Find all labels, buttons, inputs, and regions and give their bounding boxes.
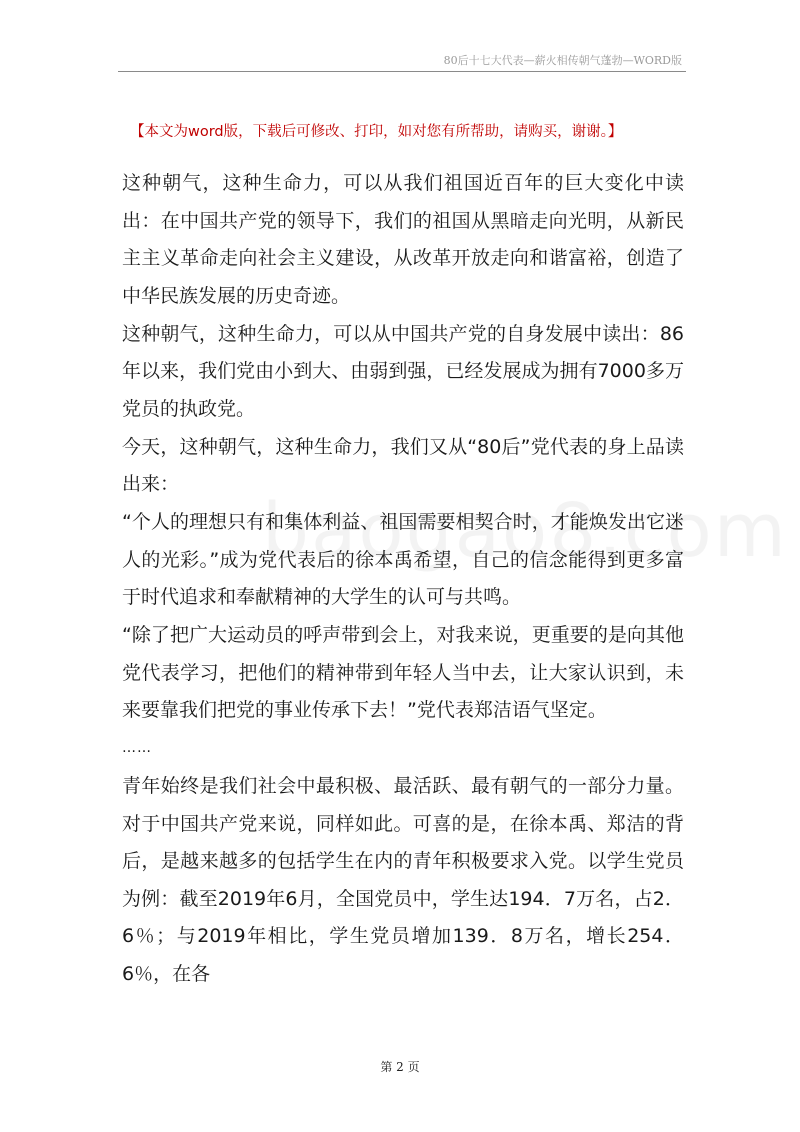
body-paragraph: 这种朝气，这种生命力，可以从中国共产党的自身发展中读出：86年以来，我们党由小到大、由弱到强，已经发展成为拥有7000多万党员的执政党。 — [122, 322, 684, 420]
body-paragraph: 青年始终是我们社会中最积极、最活跃、最有朝气的一部分力量。对于中国共产党来说，同样如此。可喜的是，在徐本禹、郑洁的背后，是越来越多的包括学生在内的青年积极要求入党。以学生党员为例：截至2019年6月，全国党员中，学生达194．7万名，占2．6％；与2019年相比，学生党员增加139．8万名，增长254．6％，在各 — [122, 775, 684, 985]
page-number: 第 2 页 — [380, 1060, 420, 1074]
body-paragraph: 今天，这种朝气，这种生命力，我们又从“80后”党代表的身上品读出来： — [122, 435, 684, 495]
header-divider — [118, 71, 686, 72]
page-header-title: 80后十七大代表—薪火相传朝气蓬勃—WORD版 — [443, 54, 682, 67]
body-paragraph: “除了把广大运动员的呼声带到会上，对我来说，更重要的是向其他党代表学习，把他们的精神带到年轻人当中去，让大家认识到，未来要靠我们把党的事业传承下去！”党代表郑洁语气坚定。 — [122, 624, 684, 721]
body-paragraph: “个人的理想只有和集体利益、祖国需要相契合时，才能焕发出它迷人的光彩。”成为党代表后的徐本禹希望，自己的信念能得到更多富于时代追求和奉献精神的大学生的认可与共鸣。 — [122, 511, 684, 608]
purchase-notice: 【本文为word版，下载后可修改、打印，如对您有所帮助，请购买，谢谢。】 — [130, 124, 623, 140]
body-paragraph: 这种朝气，这种生命力，可以从我们祖国近百年的巨大变化中读出：在中国共产党的领导下，我们的祖国从黑暗走向光明，从新民主主义革命走向社会主义建设，从改革开放走向和谐富裕，创造了中华民族发展的历史奇迹。 — [122, 172, 684, 307]
ellipsis-separator: …… — [122, 740, 152, 756]
article-body — [122, 165, 684, 994]
